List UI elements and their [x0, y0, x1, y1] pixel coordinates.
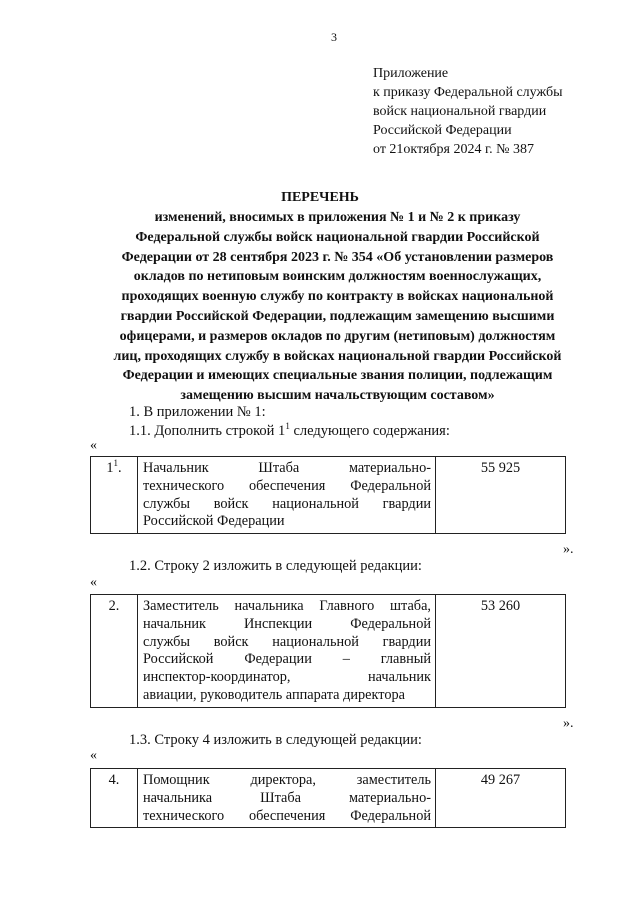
- row-number: 1: [106, 460, 114, 476]
- document-heading: [95, 208, 580, 406]
- appendix-block: [373, 64, 562, 159]
- document-title: ПЕРЕЧЕНЬ: [281, 190, 359, 205]
- paragraph-1: 1. В приложении № 1:: [129, 404, 266, 420]
- position-title-line: авиации, руководитель аппарата директора: [143, 686, 405, 703]
- heading-line: Федерации и имеющих специальные звания полиции, подлежащим: [122, 368, 553, 384]
- quote-open-mark: «: [90, 438, 97, 453]
- position-title-line: начальник Инспекции Федеральной: [143, 615, 431, 632]
- table-row-4: [90, 768, 566, 828]
- position-title-cell: [138, 769, 436, 828]
- appendix-line: Российской Федерации: [373, 123, 512, 138]
- paragraph-1-1-text: 1.1. Дополнить строкой 1: [129, 423, 286, 439]
- quote-open-mark: «: [90, 748, 97, 763]
- heading-line: Федерации от 28 сентября 2023 г. № 354 «Об установлении размеров: [121, 249, 554, 265]
- position-title-cell: [138, 595, 436, 708]
- position-title-line: Российской Федерации: [143, 513, 285, 530]
- position-title-line: начальника Штаба материально-: [143, 789, 431, 806]
- heading-line: проходящих военную службу по контракту в войсках национальной: [121, 289, 554, 305]
- salary-cell: 55 925: [436, 457, 566, 534]
- quote-close-mark: ».: [563, 716, 574, 731]
- appendix-line: к приказу Федеральной службы: [373, 85, 563, 100]
- quote-open-mark: «: [90, 575, 97, 590]
- heading-line: лиц, проходящих службу в войсках национальной гвардии Российской: [113, 348, 562, 364]
- heading-line: замещению высшим начальствующим составом»: [180, 388, 495, 404]
- position-title-line: Помощник директора, заместитель: [143, 772, 431, 788]
- appendix-line: войск национальной гвардии: [373, 104, 547, 119]
- appendix-line: от 21октября 2024 г. № 387: [373, 142, 535, 157]
- position-title-line: инспектор-координатор, начальник: [143, 669, 431, 686]
- paragraph-1-1-text-end: следующего содержания:: [289, 423, 450, 439]
- heading-line: окладов по нетиповым воинским должностям военнослужащих,: [133, 269, 542, 285]
- paragraph-1-1: [129, 423, 450, 440]
- row-number-cell: 2.: [91, 595, 138, 708]
- quote-close-mark: ».: [563, 542, 574, 557]
- table-row-1-1: [90, 456, 566, 534]
- position-title-line: Российской Федерации – главный: [143, 651, 431, 668]
- paragraph-1-1-superscript: 1: [285, 421, 290, 432]
- page-number: 3: [331, 30, 337, 44]
- salary-cell: 49 267: [436, 769, 566, 828]
- position-title-line: технического обеспечения Федеральной: [143, 807, 431, 824]
- position-title-cell: [138, 457, 436, 534]
- paragraph-1-2: 1.2. Строку 2 изложить в следующей редакции:: [129, 558, 422, 574]
- heading-line: офицерами, и размеров окладов по другим (нетиповым) должностям: [119, 328, 556, 344]
- row-number-suffix: .: [118, 460, 122, 476]
- salary-cell: 53 260: [436, 595, 566, 708]
- heading-line: Федеральной службы войск национальной гвардии Российской: [135, 229, 540, 245]
- position-title-line: службы войск национальной гвардии: [143, 633, 431, 650]
- heading-line: гвардии Российской Федерации, подлежащим замещению высшими: [120, 308, 555, 324]
- row-number-superscript: 1: [113, 458, 119, 469]
- heading-line: изменений, вносимых в приложения № 1 и № 2 к приказу: [154, 210, 521, 225]
- position-title-line: службы войск национальной гвардии: [143, 495, 431, 512]
- row-number-cell: [91, 457, 138, 534]
- appendix-line: Приложение: [373, 66, 449, 81]
- position-title-line: технического обеспечения Федеральной: [143, 477, 431, 494]
- row-number-cell: 4.: [91, 769, 138, 828]
- position-title-line: Заместитель начальника Главного штаба,: [143, 598, 431, 614]
- position-title-line: Начальник Штаба материально-: [143, 460, 431, 476]
- paragraph-1-3: 1.3. Строку 4 изложить в следующей редакции:: [129, 732, 422, 748]
- table-row-2: [90, 594, 566, 708]
